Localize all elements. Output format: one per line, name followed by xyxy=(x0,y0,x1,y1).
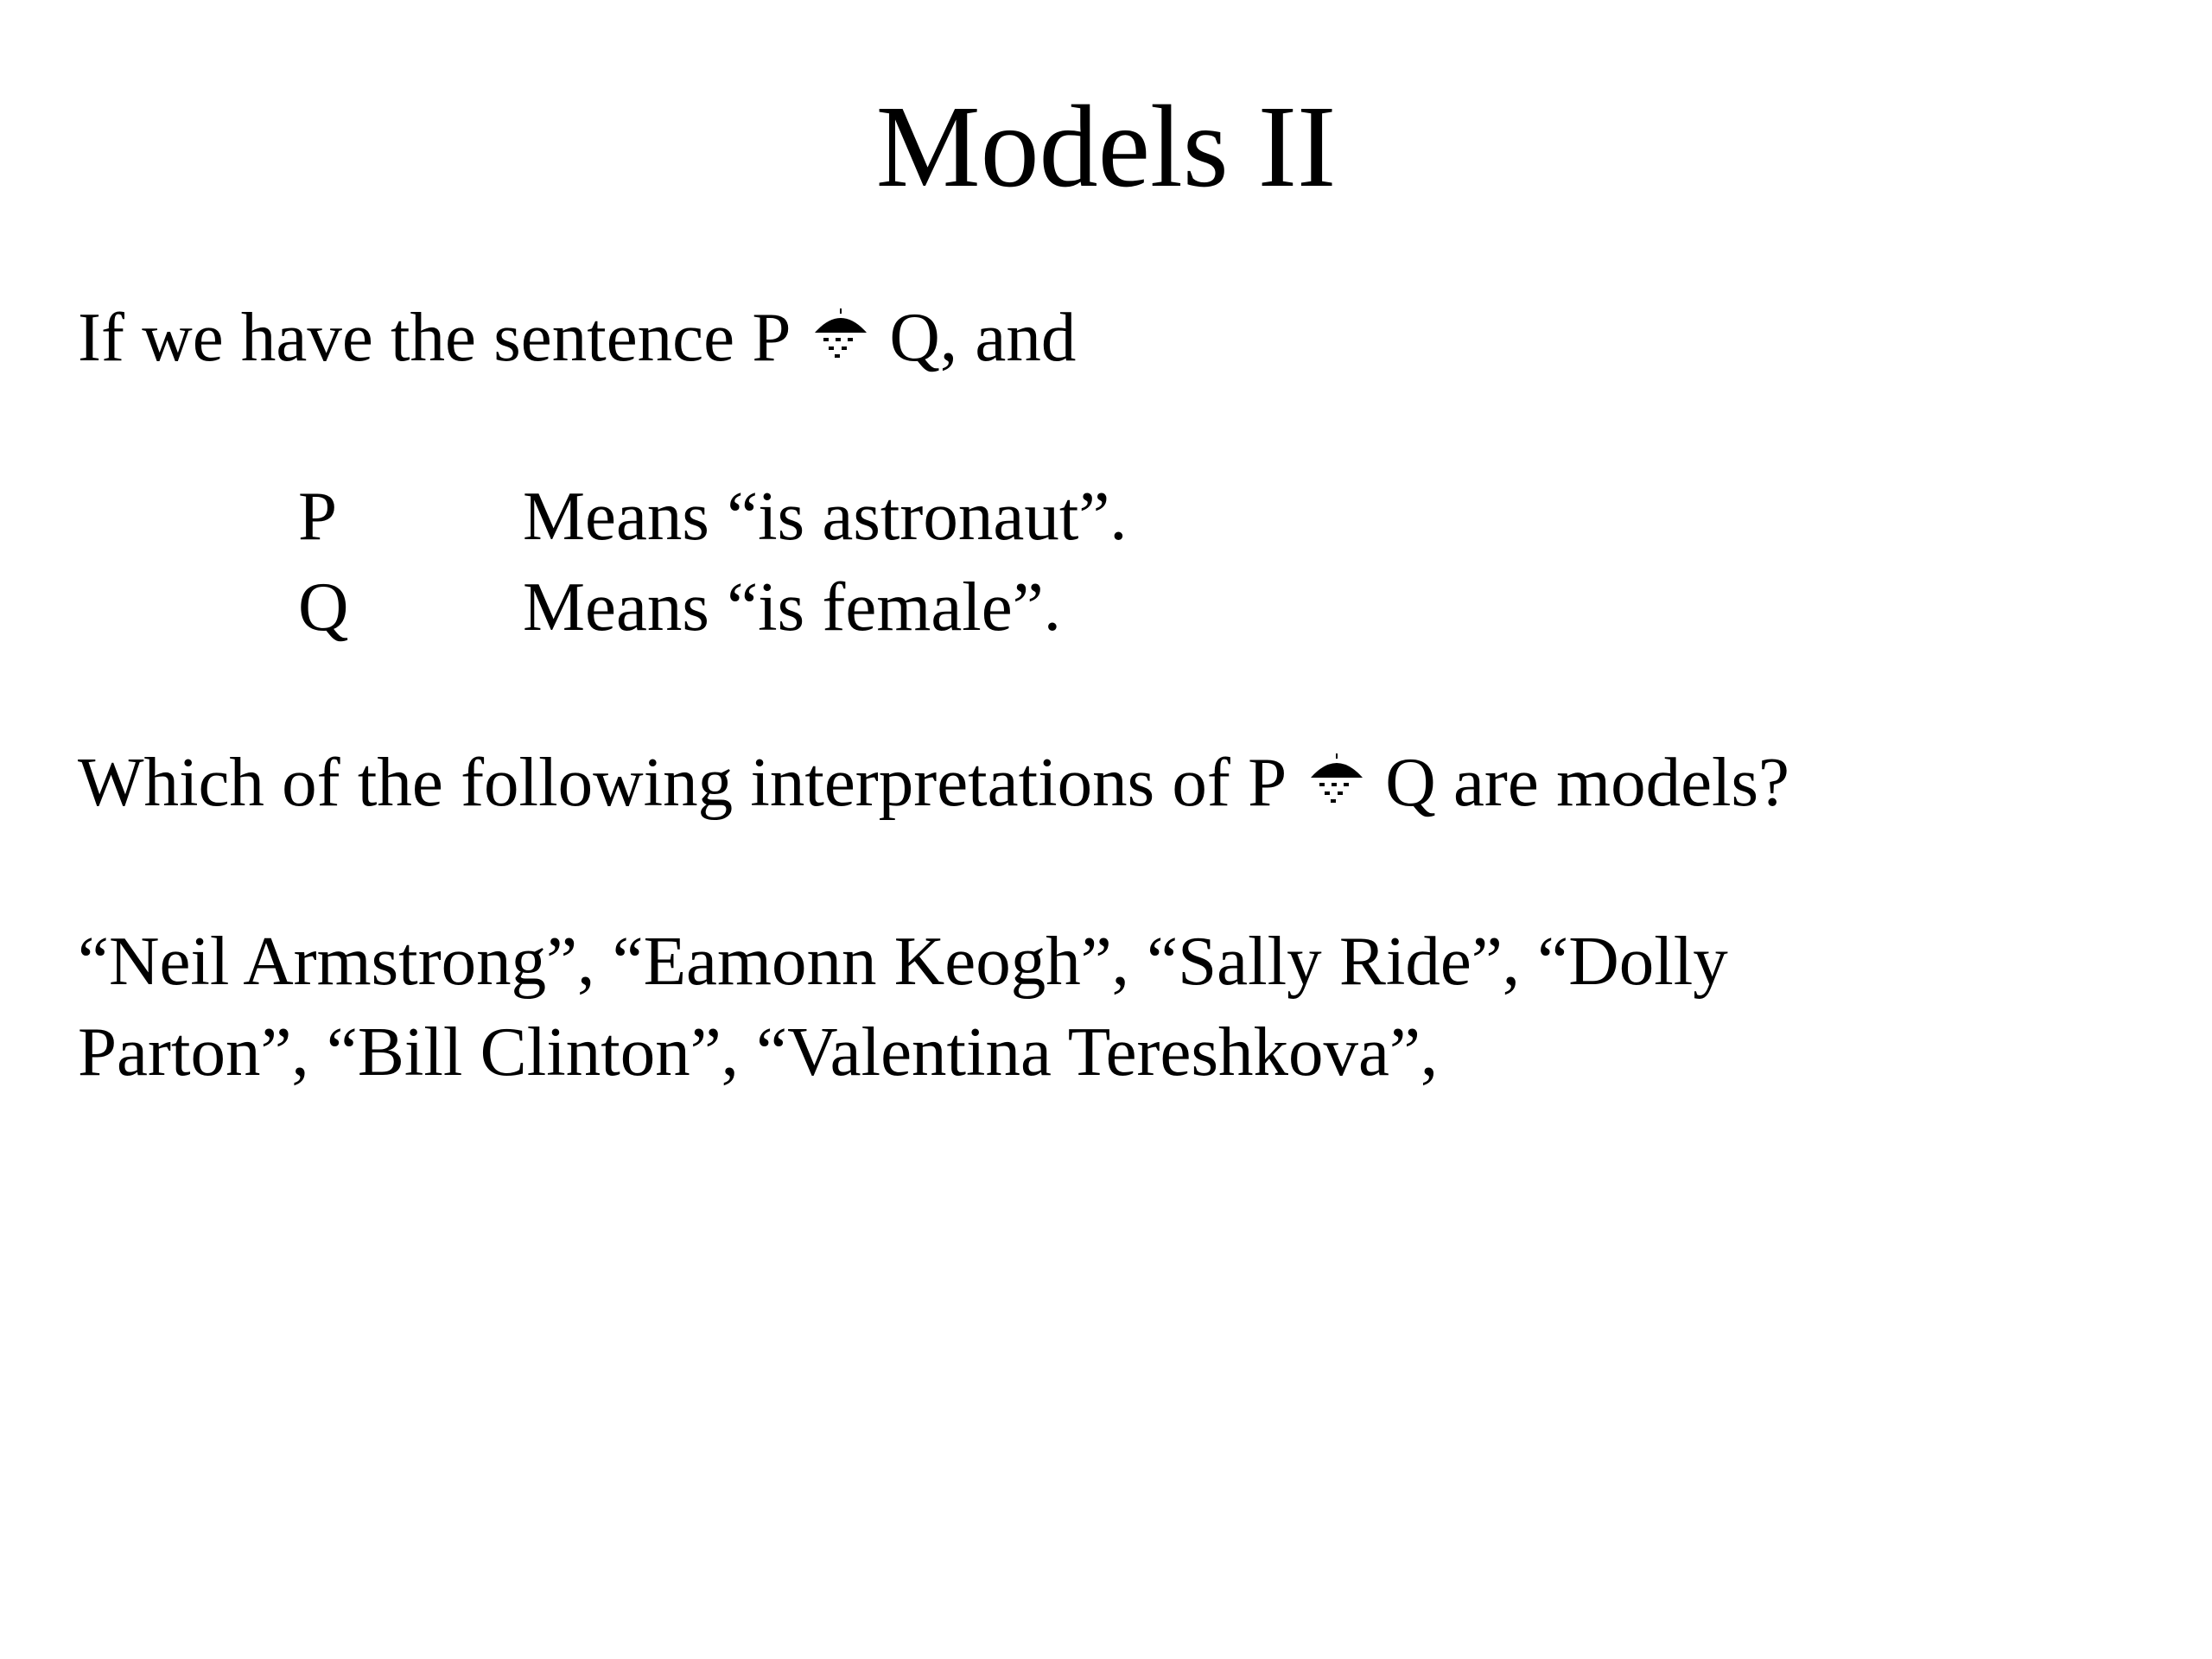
umbrella-rain-icon xyxy=(811,307,870,359)
definition-meaning: Means “is female”. xyxy=(523,568,1061,645)
definition-meaning: Means “is astronaut”. xyxy=(523,477,1128,555)
question-suffix: Q are models? xyxy=(1385,743,1790,821)
intro-sentence xyxy=(78,294,1076,380)
definition-symbol: Q xyxy=(298,568,349,645)
question-prefix: Which of the following interpretations of P xyxy=(78,743,1287,821)
candidate-names xyxy=(78,916,1892,1097)
question-sentence xyxy=(78,739,1789,825)
intro-suffix: Q, and xyxy=(889,298,1077,376)
intro-prefix: If we have the sentence P xyxy=(78,298,791,376)
names-line: “Neil Armstrong”, “Eamonn Keogh”, “Sally Ride”, “Dolly xyxy=(78,922,1728,1000)
names-line: Parton”, “Bill Clinton”, “Valentina Tereshkova”, xyxy=(78,1013,1439,1090)
definition-symbol: P xyxy=(298,477,338,555)
slide-title: Models II xyxy=(875,82,1337,212)
umbrella-rain-icon xyxy=(1307,752,1366,804)
